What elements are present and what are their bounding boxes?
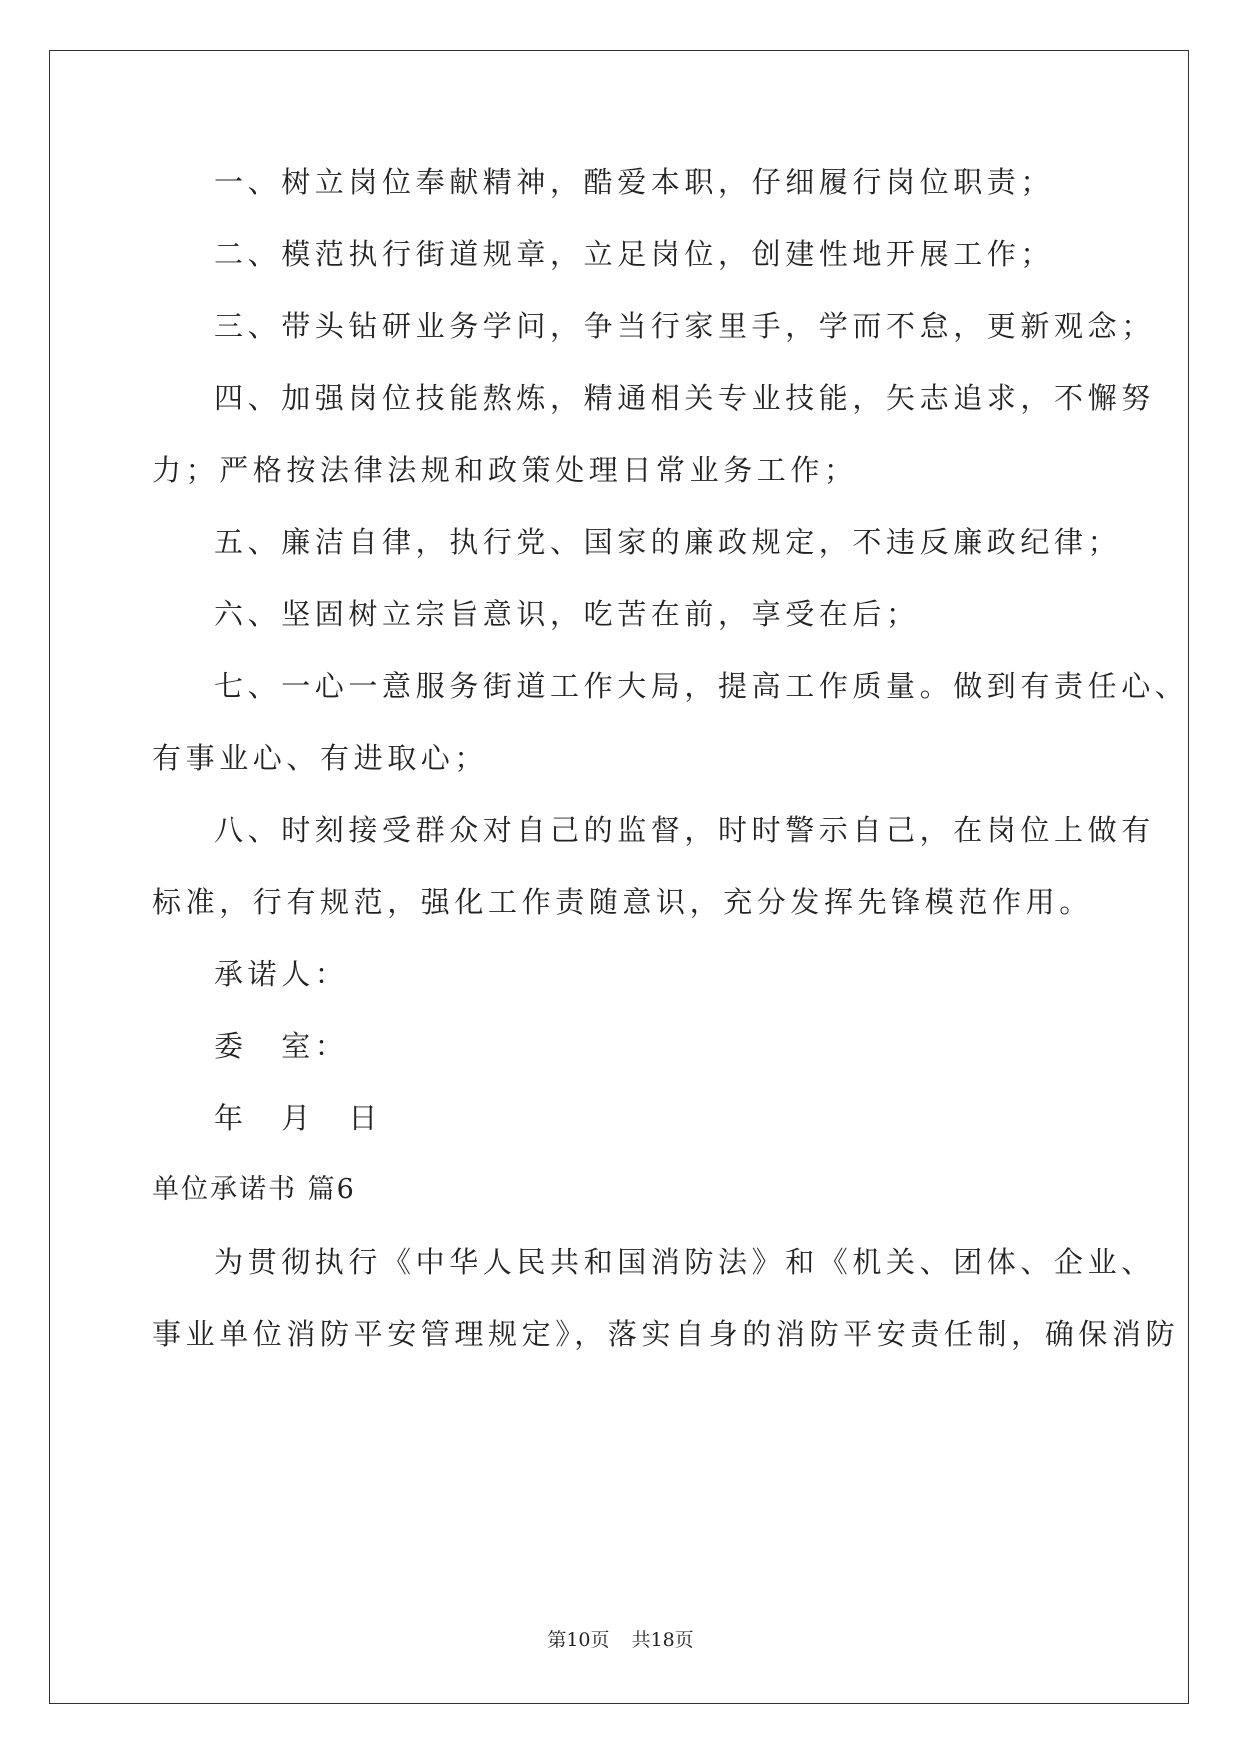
signature-promisor: 承诺人： [214,957,349,991]
section-heading: 单位承诺书 篇6 [152,1174,356,1205]
clause-2: 二、模范执行街道规章，立足岗位，创建性地开展工作； [214,237,1055,271]
section-paragraph-line-2: 事业单位消防平安管理规定》，落实自身的消防平安责任制，确保消防 [152,1317,1180,1351]
signature-office: 委 室： [214,1029,349,1063]
clause-8: 八、时刻接受群众对自己的监督，时时警示自己，在岗位上做有 [214,813,1155,847]
clause-4: 四、加强岗位技能熬炼，精通相关专业技能，矢志追求，不懈努 [214,381,1155,415]
clause-1: 一、树立岗位奉献精神，酷爱本职，仔细履行岗位职责； [214,165,1055,199]
signature-date: 年 月 日 [214,1101,383,1135]
clause-7-continued: 有事业心、有进取心； [152,741,489,775]
section-paragraph-line-1: 为贯彻执行《中华人民共和国消防法》和《机关、团体、企业、 [214,1245,1155,1279]
clause-5: 五、廉洁自律，执行党、国家的廉政规定，不违反廉政纪律； [214,525,1122,559]
page-frame [49,50,1189,1704]
clause-6: 六、坚固树立宗旨意识，吃苦在前，享受在后； [214,597,920,631]
page-footer [0,1625,1241,1652]
clause-3: 三、带头钻研业务学问，争当行家里手，学而不怠，更新观念； [214,309,1155,343]
page-number: 第10页 [547,1629,610,1651]
page-total: 共18页 [631,1629,694,1651]
clause-8-continued: 标准，行有规范，强化工作责随意识，充分发挥先锋模范作用。 [152,885,1093,919]
clause-4-continued: 力；严格按法律法规和政策处理日常业务工作； [152,453,858,487]
clause-7: 七、一心一意服务街道工作大局，提高工作质量。做到有责任心、 [214,669,1189,703]
